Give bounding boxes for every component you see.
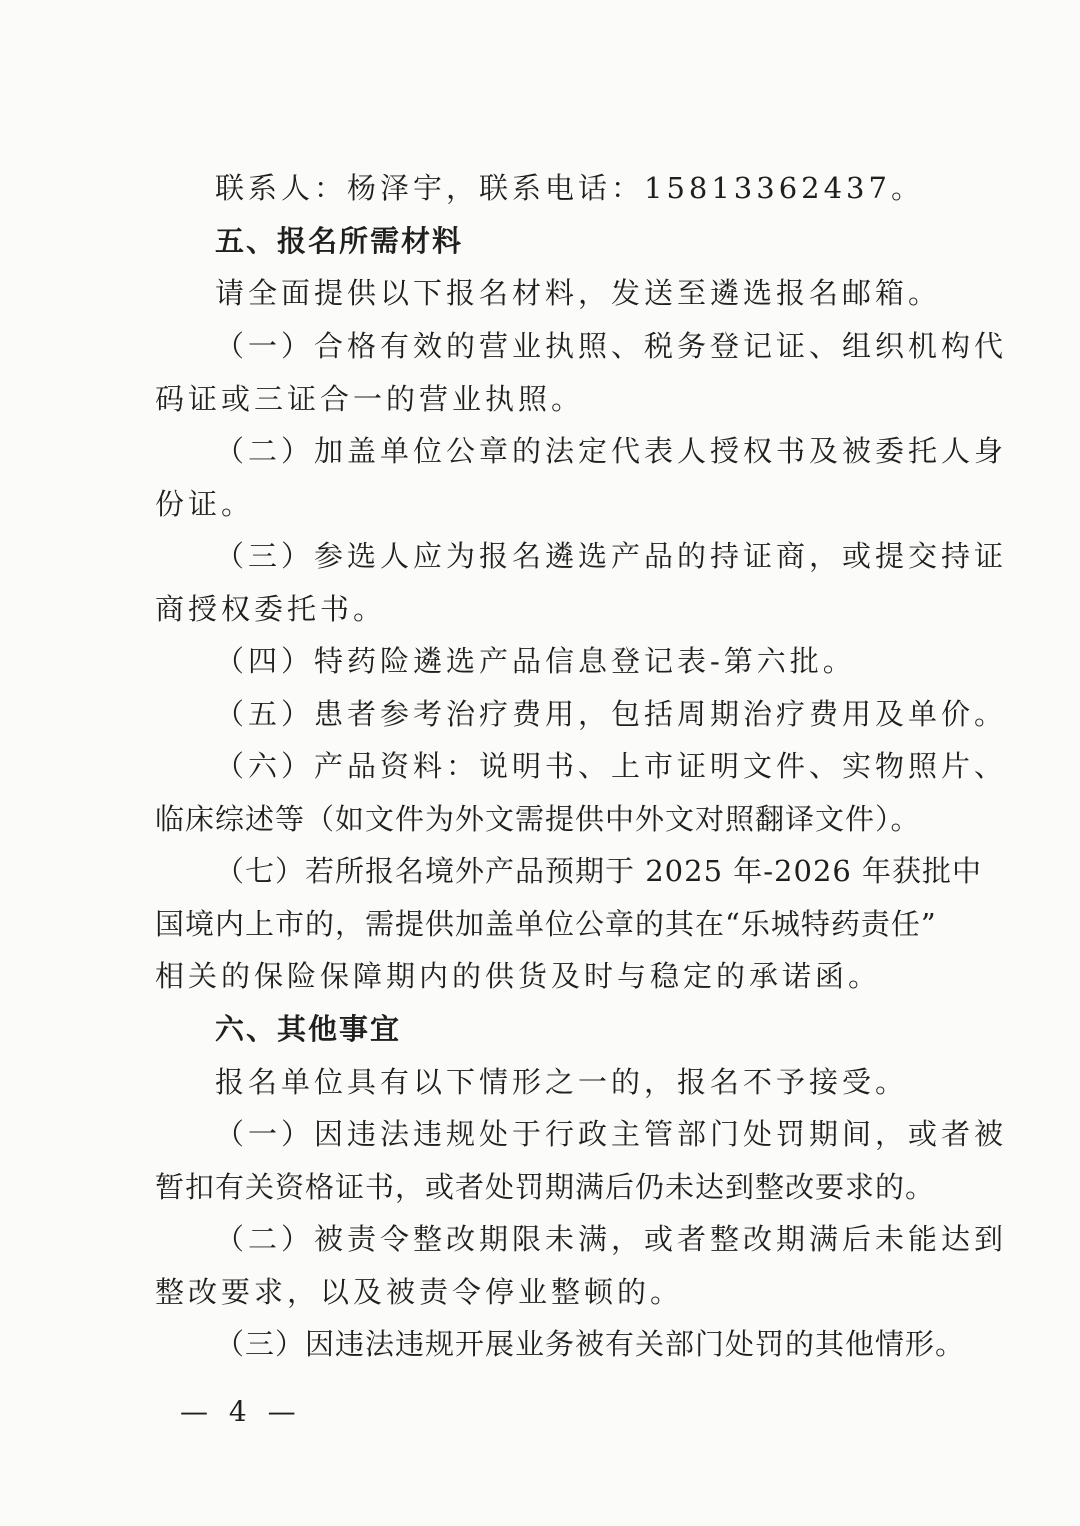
item-6-line-2: 临床综述等（如文件为外文需提供中外文对照翻译文件）。 bbox=[155, 802, 921, 836]
item-1-line-1: （一）合格有效的营业执照、税务登记证、组织机构代 bbox=[215, 329, 1008, 363]
item-6-line-1: （六）产品资料：说明书、上市证明文件、实物照片、 bbox=[215, 749, 1008, 783]
item-3-line-1: （三）参选人应为报名遴选产品的持证商，或提交持证 bbox=[215, 539, 1008, 573]
contact-line: 联系人：杨泽宇，联系电话：15813362437。 bbox=[215, 171, 924, 205]
item-1-line-2: 码证或三证合一的营业执照。 bbox=[155, 382, 585, 416]
item-2-line-1: （二）加盖单位公章的法定代表人授权书及被委托人身 bbox=[215, 434, 1008, 468]
condition-3: （三）因违法违规开展业务被有关部门处罚的其他情形。 bbox=[215, 1327, 966, 1361]
section-5-intro: 请全面提供以下报名材料，发送至遴选报名邮箱。 bbox=[215, 276, 942, 310]
condition-1-line-2: 暂扣有关资格证书，或者处罚期满后仍未达到整改要求的。 bbox=[155, 1170, 936, 1204]
item-7-line-1: （七）若所报名境外产品预期于 2025 年-2026 年获批中 bbox=[215, 854, 983, 888]
item-7-line-2: 国境内上市的，需提供加盖单位公章的其在“乐城特药责任” bbox=[155, 907, 937, 941]
item-2-line-2: 份证。 bbox=[155, 487, 255, 521]
section-6-intro: 报名单位具有以下情形之一的，报名不予接受。 bbox=[215, 1065, 909, 1099]
section-heading-5: 五、报名所需材料 bbox=[215, 224, 464, 258]
condition-2-line-1: （二）被责令整改期限未满，或者整改期满后未能达到 bbox=[215, 1222, 1008, 1256]
condition-1-line-1: （一）因违法违规处于行政主管部门处罚期间，或者被 bbox=[215, 1117, 1008, 1151]
item-5: （五）患者参考治疗费用，包括周期治疗费用及单价。 bbox=[215, 697, 1008, 731]
page-number: — 4 — bbox=[180, 1395, 302, 1428]
item-7-line-3: 相关的保险保障期内的供货及时与稳定的承诺函。 bbox=[155, 959, 882, 993]
item-3-line-2: 商授权委托书。 bbox=[155, 592, 387, 626]
item-4: （四）特药险遴选产品信息登记表-第六批。 bbox=[215, 644, 856, 678]
section-heading-6: 六、其他事宜 bbox=[215, 1012, 402, 1046]
condition-2-line-2: 整改要求，以及被责令停业整顿的。 bbox=[155, 1275, 684, 1309]
